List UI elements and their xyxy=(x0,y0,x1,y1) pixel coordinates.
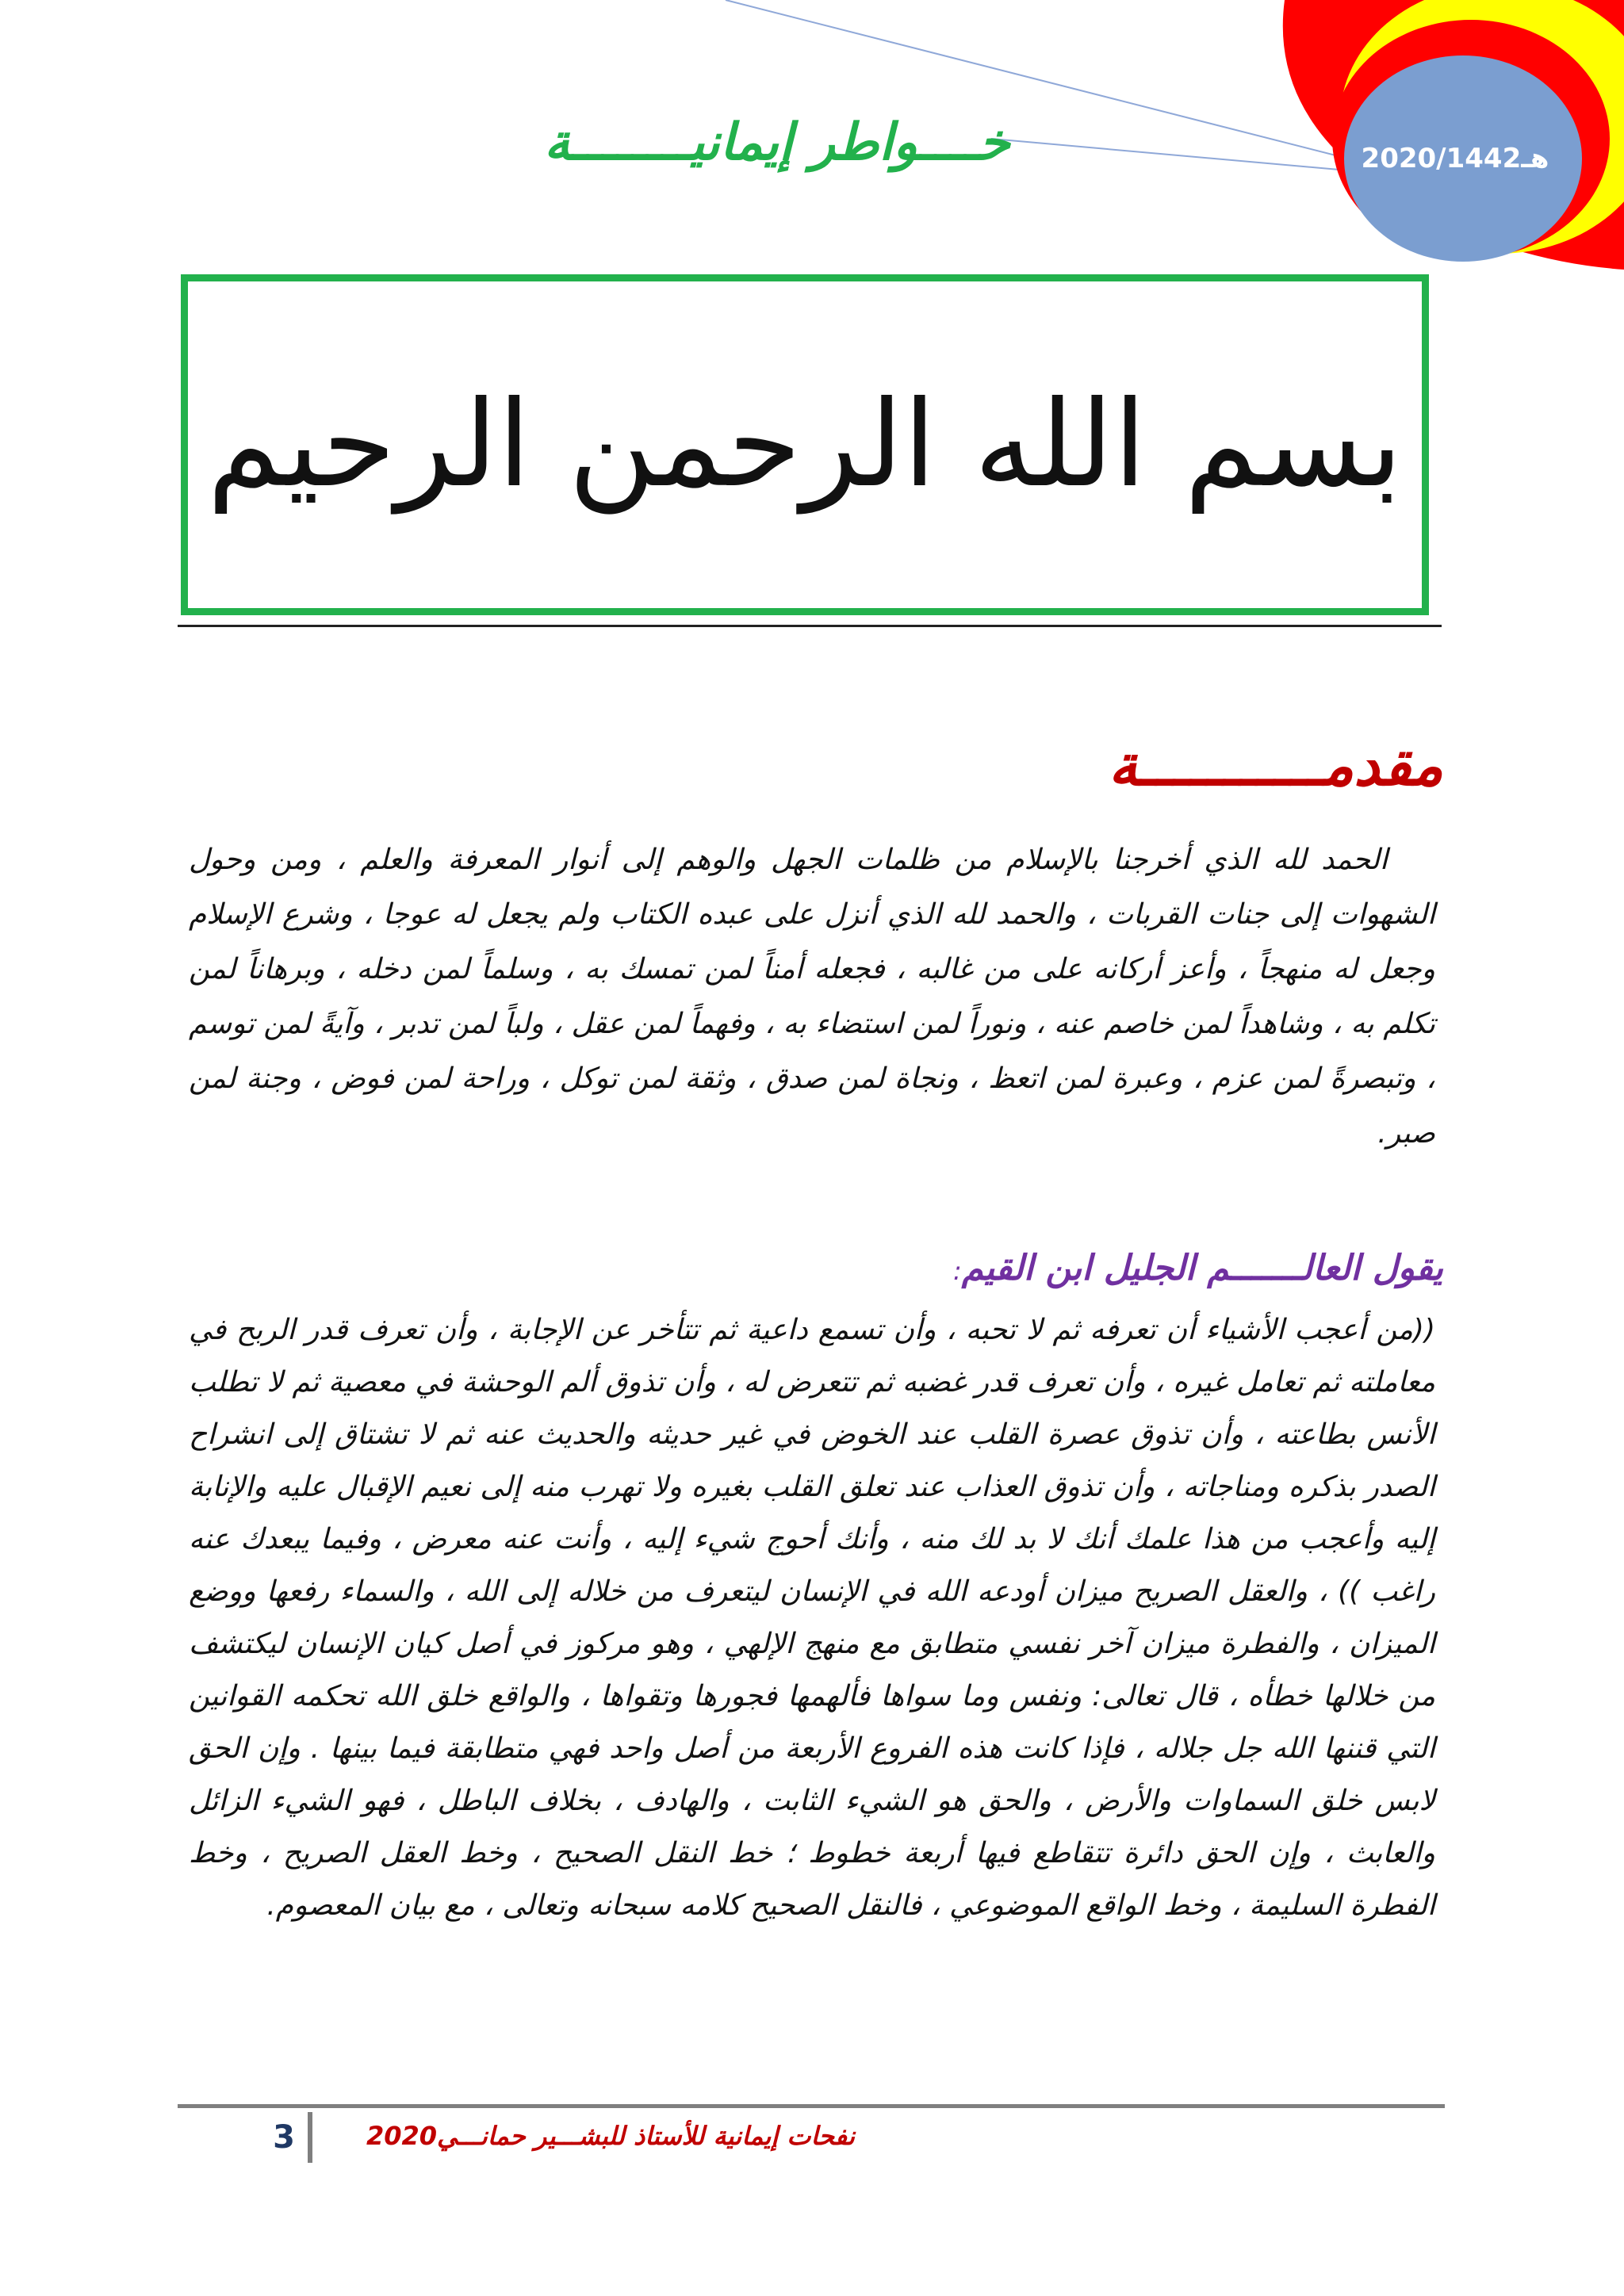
footer-separator xyxy=(308,2112,312,2163)
quote-body xyxy=(189,1304,1435,1932)
quote-heading-colon: : xyxy=(952,1256,962,1286)
basmala-frame xyxy=(181,274,1429,615)
page-number: 3 xyxy=(273,2119,295,2156)
footer-divider xyxy=(178,2104,1445,2108)
divider-line xyxy=(178,625,1442,627)
year-badge: 2020/هـ1442 xyxy=(1361,143,1549,174)
quote-heading xyxy=(412,1237,1443,1300)
quote-paragraph: ((من أعجب الأشياء أن تعرفه ثم لا تحبه ، وأن تسمع داعية ثم تتأخر عن الإجابة ، وأن تعرف قدر الربح في معاملته ثم تعامل غيره ، وأن تعرف قدر غضبه ثم تتعرض له ، وأن تذوق ألم الوحشة في معصية ثم لا تطلب الأنس بطاعته ، وأن تذوق عصرة القلب عند الخوض في غير حديثه والحديث عنه ثم لا تشتاق إلى انشراح الصدر بذكره ومناجاته ، وأن تذوق العذاب عند تعلق القلب بغيره ولا تهرب منه إلى نعيم الإقبال عليه والإنابة إليه وأعجب من هذا علمك أنك لا بد لك منه ، وأنك أحوج شيء إليه ، وأنت عنه معرض ، وفيما يبعدك عنه راغب )) ، والعقل الصريح ميزان أودعه الله في الإنسان ليتعرف من خلاله إلى الله ، والسماء رفعها ووضع الميزان ، والفطرة ميزان آخر نفسي متطابق مع منهج الإلهي ، وهو مركوز في أصل كيان الإنسان ليكتشف من خلالها خطأه ، قال تعالى: ونفس وما سواها فألهمها فجورها وتقواها ، والواقع خلق الله تحكمه القوانين التي قننها الله جل جلاله ، فإذا كانت هذه الفروع الأربعة من أصل واحد فهي متطابقة فيما بينها . وإن الحق لابس خلق السماوات والأرض ، والحق هو الشيء الثابت ، والهادف ، بخلاف الباطل ، فهو الشيء الزائل والعابث ، وإن الحق دائرة تتقاطع فيها أربعة خطوط ؛ خط النقل الصحيح ، وخط العقل الصريح ، وخط الفطرة السليمة ، وخط الواقع الموضوعي ، فالنقل الصحيح كلامه سبحانه وتعالى ، مع بيان المعصوم. xyxy=(189,1314,1435,1922)
footer-credit: نفحات إيمانية للأستاذ للبشـــير حمانـــي2020 xyxy=(366,2121,856,2151)
quote-heading-text: يقول العالـــــــم الجليل ابن القيم xyxy=(961,1248,1443,1288)
intro-paragraph: الحمد لله الذي أخرجنا بالإسلام من ظلمات الجهل والوهم إلى أنوار المعرفة والعلم ، ومن وحول الشهوات إلى جنات القربات ، والحمد لله الذي أنزل على عبده الكتاب ولم يجعل له عوجا ، وشرع الإسلام وجعل له منهجاً ، وأعز أركانه على من غالبه ، فجعله أمناً لمن تمسك به ، وسلماً لمن دخله ، وبرهاناً لمن تكلم به ، وشاهداً لمن خاصم عنه ، ونوراً لمن استضاء به ، وفهماً لمن عقل ، ولباً لمن تدبر ، وآيةً لمن توسم ، وتبصرةً لمن عزم ، وعبرة لمن اتعظ ، ونجاة لمن صدق ، وثقة لمن توكل ، وراحة لمن فوض ، وجنة لمن صبر. xyxy=(189,844,1435,1150)
intro-text xyxy=(189,832,1435,1161)
basmala-calligraphy: بسم الله الرحمن الرحيم xyxy=(207,376,1403,514)
header-title: خــــواطر إيمانيــــــــة xyxy=(544,113,1010,172)
section-title: مقدمـــــــــــة xyxy=(1109,732,1443,798)
